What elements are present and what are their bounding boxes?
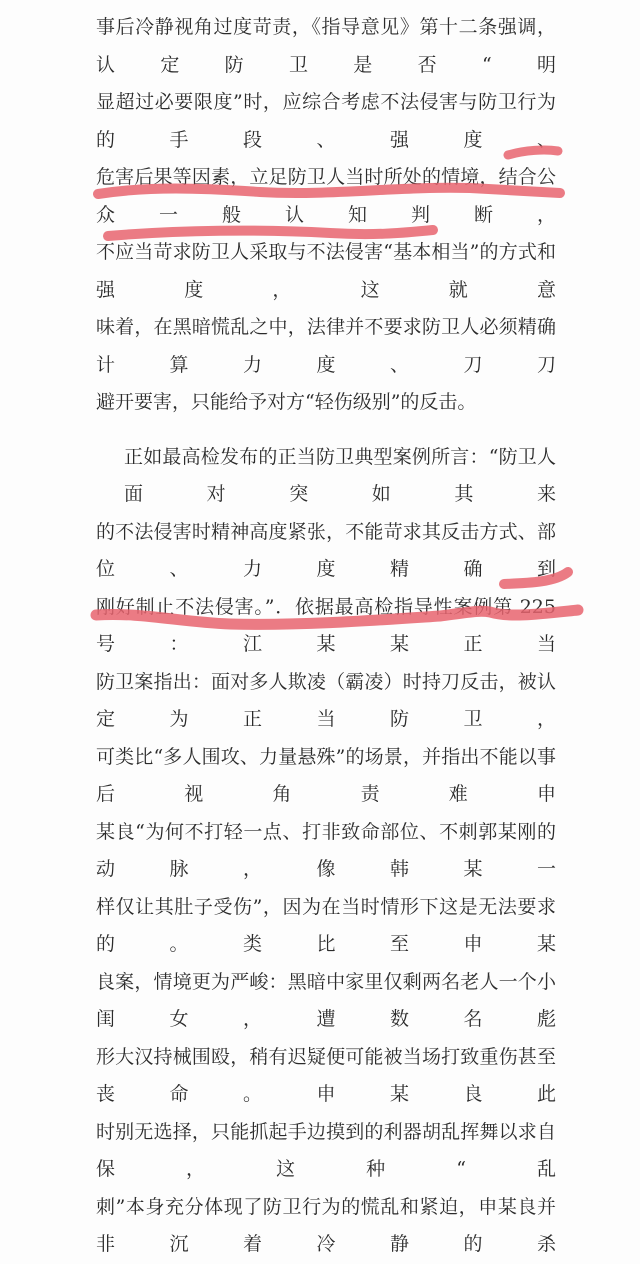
text-line: 的不法侵害时精神高度紧张，不能苛求其反击方式、部位、力度精确到 bbox=[96, 520, 556, 580]
text-line: 防卫案指出：面对多人欺凌（霸凌）时持刀反击，被认定为正当防卫， bbox=[96, 670, 556, 730]
text-line: 刚好制止不法侵害。”．依据最高检指导性案例第 225 号：江某某正当 bbox=[96, 595, 556, 655]
text-line: 不应当苛求防卫人采取与不法侵害“基本相当”的方式和强度，这就意 bbox=[96, 241, 556, 301]
document-body bbox=[96, 0, 556, 1264]
text-line: 事后冷静视角过度苛责，《指导意见》第十二条强调，认定防卫是否“明 bbox=[96, 16, 556, 76]
text-line: 避开要害，只能给予对方“轻伤级别”的反击。 bbox=[96, 391, 477, 413]
text-line: 样仅让其肚子受伤”，因为在当时情形下这是无法要求的。类比至申某 bbox=[96, 895, 556, 955]
text-line: 刺”本身充分体现了防卫行为的慌乱和紧迫，申某良并非沉着冷静的杀 bbox=[96, 1195, 556, 1255]
text-line: 危害后果等因素，立足防卫人当时所处的情境，结合公众一般认知判断， bbox=[96, 166, 556, 226]
text-line: 味着，在黑暗慌乱之中，法律并不要求防卫人必须精确计算力度、刀刀 bbox=[96, 316, 556, 376]
text-line: 良案，情境更为严峻：黑暗中家里仅剩两名老人一个小闺女，遭数名彪 bbox=[96, 970, 556, 1030]
text-line: 正如最高检发布的正当防卫典型案例所言：“防卫人面对突如其来 bbox=[124, 445, 556, 505]
paragraph bbox=[96, 9, 556, 422]
text-line: 时别无选择，只能抓起手边摸到的利器胡乱挥舞以求自保，这种“乱 bbox=[96, 1120, 556, 1180]
text-line: 可类比“多人围攻、力量悬殊”的场景，并指出不能以事后视角责难申 bbox=[96, 745, 556, 805]
text-line: 某良“为何不打轻一点、打非致命部位、不刺郭某刚的动脉，像韩某一 bbox=[96, 820, 556, 880]
text-line: 形大汉持械围殴，稍有迟疑便可能被当场打致重伤甚至丧命。申某良此 bbox=[96, 1045, 556, 1105]
text-line: 显超过必要限度”时，应综合考虑不法侵害与防卫行为的手段、强度、 bbox=[96, 91, 556, 151]
paragraph bbox=[96, 439, 556, 1264]
